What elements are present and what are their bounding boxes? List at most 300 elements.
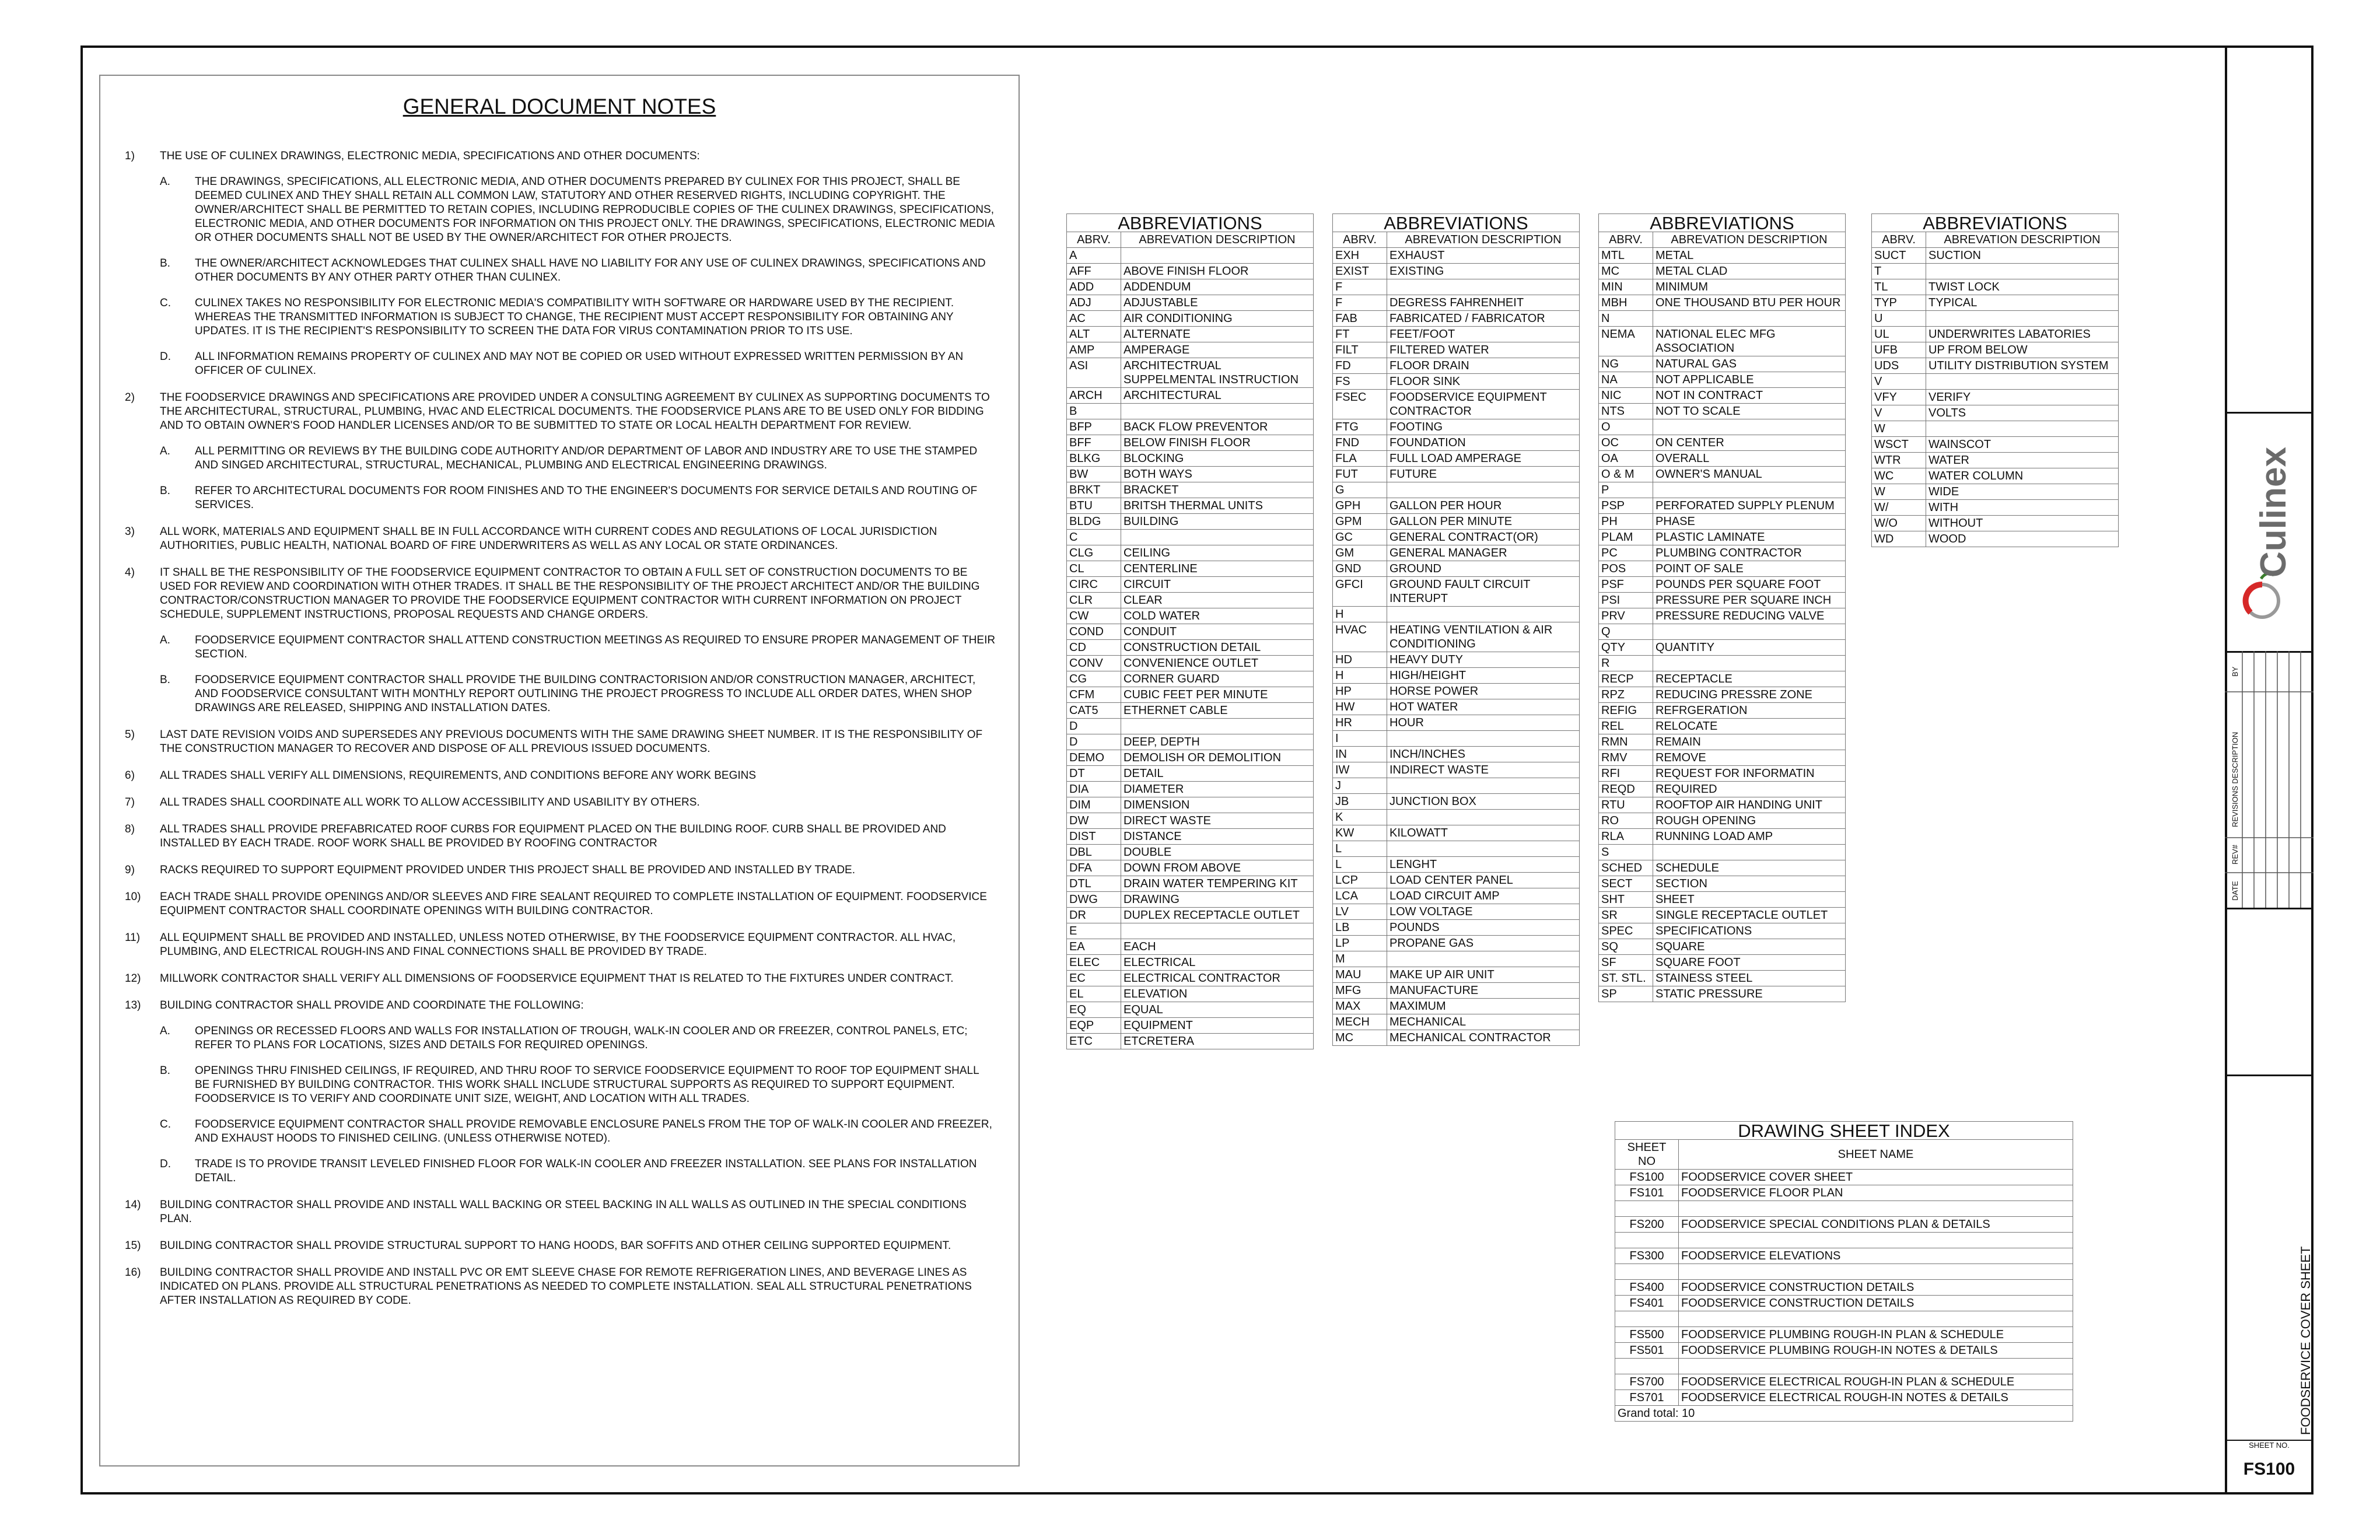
table-row — [1599, 264, 1846, 279]
desc-cell: CORNER GUARD — [1121, 671, 1314, 687]
desc-cell: FILTERED WATER — [1387, 342, 1580, 358]
abbr-cell: UL — [1872, 327, 1926, 342]
table-row — [1599, 467, 1846, 482]
desc-cell: WITHOUT — [1926, 516, 2119, 531]
sheet-number-label: SHEET NO. — [2249, 1441, 2290, 1450]
note-text: ALL EQUIPMENT SHALL BE PROVIDED AND INSTALLED, UNLESS NOTED OTHERWISE, BY THE FOODSERVICE EQUIPMENT CONTRACTOR. ALL HVAC, PLUMBING, AND ELECTRICAL ROUGH-INS AND FINAL CONNECTIONS SHALL BE PROVIDED BY TRADE. — [160, 932, 956, 958]
desc-cell: CEILING — [1121, 545, 1314, 561]
desc-cell: METAL CLAD — [1653, 264, 1846, 279]
abbr-cell: C — [1067, 530, 1121, 545]
abbr-cell: SP — [1599, 986, 1653, 1002]
note-item — [125, 1266, 996, 1308]
table-row — [1599, 279, 1846, 295]
table-row — [1599, 813, 1846, 829]
abbr-cell: V — [1872, 405, 1926, 421]
table-row — [1067, 404, 1314, 419]
table-row — [1599, 782, 1846, 797]
note-text: BUILDING CONTRACTOR SHALL PROVIDE STRUCTURAL SUPPORT TO HANG HOODS, BAR SOFFITS AND OTHER CEILING SUPPORTED EQUIPMENT. — [160, 1240, 951, 1252]
table-row — [1333, 904, 1580, 920]
desc-cell: KILOWATT — [1387, 825, 1580, 841]
table-row — [1067, 624, 1314, 640]
table-row — [1067, 608, 1314, 624]
subitem-letter: D. — [160, 351, 171, 363]
table-row — [1599, 482, 1846, 498]
desc-cell — [1387, 731, 1580, 747]
sheet-no-cell: FS101 — [1615, 1185, 1679, 1201]
sheet-no-cell: FS400 — [1615, 1280, 1679, 1296]
desc-cell: INCH/INCHES — [1387, 747, 1580, 762]
sheet-name-cell: FOODSERVICE PLUMBING ROUGH-IN PLAN & SCHEDULE — [1679, 1327, 2073, 1343]
abbreviations-table-1 — [1066, 214, 1314, 1049]
table-row — [1333, 731, 1580, 747]
abbr-cell: ARCH — [1067, 388, 1121, 404]
table-row — [1599, 986, 1846, 1002]
abbr-cell: P — [1599, 482, 1653, 498]
abbr-cell: SPEC — [1599, 923, 1653, 939]
table-row — [1333, 1030, 1580, 1046]
table-row — [1333, 467, 1580, 482]
desc-cell: WATER COLUMN — [1926, 468, 2119, 484]
desc-cell: POINT OF SALE — [1653, 561, 1846, 577]
desc-cell — [1387, 482, 1580, 498]
table-row — [1067, 435, 1314, 451]
table-row — [1599, 514, 1846, 530]
table-row — [1333, 577, 1580, 607]
desc-cell: MINIMUM — [1653, 279, 1846, 295]
table-row — [1872, 516, 2119, 531]
desc-cell: RUNNING LOAD AMP — [1653, 829, 1846, 845]
abbr-col-header: ABRV. — [1067, 232, 1121, 248]
note-item — [125, 796, 996, 810]
abbr-cell: SUCT — [1872, 248, 1926, 264]
desc-cell: RECEPTACLE — [1653, 671, 1846, 687]
desc-col-header: ABREVATION DESCRIPTION — [1387, 232, 1580, 248]
table-row — [1615, 1374, 2073, 1390]
table-row — [1333, 390, 1580, 419]
table-row — [1872, 390, 2119, 405]
note-item — [125, 972, 996, 986]
desc-cell: OWNER'S MANUAL — [1653, 467, 1846, 482]
desc-cell: NOT IN CONTRACT — [1653, 388, 1846, 404]
table-row — [1067, 876, 1314, 892]
table-row — [1067, 514, 1314, 530]
table-row — [1615, 1201, 2073, 1217]
table-row — [1067, 813, 1314, 829]
abbr-cell: O & M — [1599, 467, 1653, 482]
abbr-cell: LB — [1333, 920, 1387, 936]
abbr-cell: O — [1599, 419, 1653, 435]
abbr-cell: MC — [1599, 264, 1653, 279]
abbr-cell: AMP — [1067, 342, 1121, 358]
sheet-name-cell: FOODSERVICE SPECIAL CONDITIONS PLAN & DETAILS — [1679, 1217, 2073, 1233]
desc-cell — [1926, 264, 2119, 279]
abbr-cell: REQD — [1599, 782, 1653, 797]
table-row — [1615, 1327, 2073, 1343]
note-number: 7) — [125, 796, 135, 808]
desc-cell: SQUARE FOOT — [1653, 955, 1846, 971]
desc-cell: ELECTRICAL CONTRACTOR — [1121, 971, 1314, 986]
desc-cell — [1387, 841, 1580, 857]
desc-cell: DISTANCE — [1121, 829, 1314, 845]
table-row — [1615, 1233, 2073, 1248]
abbr-cell: JB — [1333, 794, 1387, 810]
note-subitem — [160, 634, 996, 662]
note-number: 5) — [125, 729, 135, 741]
note-text: LAST DATE REVISION VOIDS AND SUPERSEDES ANY PREVIOUS DOCUMENTS WITH THE SAME DRAWING SHEET NUMBER. IT IS THE RESPONSIBILITY OF THE CONSTRUCTION MANAGER TO RECOVER AND DISPOSE OF ALL PREVIOUS ISSUED DOCUMENTS. — [160, 729, 983, 755]
table-row — [1067, 342, 1314, 358]
desc-cell: FLOOR DRAIN — [1387, 358, 1580, 374]
desc-cell: ABOVE FINISH FLOOR — [1121, 264, 1314, 279]
abbr-col-header: ABRV. — [1599, 232, 1653, 248]
abbr-cell: RFI — [1599, 766, 1653, 782]
table-row — [1067, 908, 1314, 923]
table-row — [1067, 955, 1314, 971]
table-row — [1067, 829, 1314, 845]
notes-list — [125, 149, 996, 1321]
desc-cell: DRAIN WATER TEMPERING KIT — [1121, 876, 1314, 892]
sheet-no-cell: FS200 — [1615, 1217, 1679, 1233]
subitem-letter: A. — [160, 634, 170, 646]
desc-cell: ELEVATION — [1121, 986, 1314, 1002]
desc-cell: SHEET — [1653, 892, 1846, 908]
abbr-cell: NIC — [1599, 388, 1653, 404]
rev-date-label: DATE — [2231, 881, 2239, 901]
desc-cell: REQUIRED — [1653, 782, 1846, 797]
table-row — [1333, 810, 1580, 825]
subitem-text: THE DRAWINGS, SPECIFICATIONS, ALL ELECTRONIC MEDIA, AND OTHER DOCUMENTS PREPARED BY CULINEX FOR THIS PROJECT, SHALL BE DEEMED CULINEX AND THEY SHALL RETAIN ALL COMMON LAW, STATUTORY AND OTHER RESERVED RIGHTS, INCLUDING COPYRIGHT. THE OWNER/ARCHITECT SHALL BE PERMITTED TO RETAIN COPIES, INCLUDING REPRODUCIBLE COPIES OF THE CULINEX DRAWINGS, SPECIFICATIONS, ELECTRONIC MEDIA, AND OTHER DOCUMENTS FOR INFORMATION ON THIS PROJECT ONLY. THE DRAWINGS, SPECIFICATIONS, ELECTRONIC MEDIA OR OTHER DOCUMENTS SHALL NOT BE USED BY THE OWNER/ARCHITECT FOR OTHER PROJECTS. — [195, 176, 995, 244]
table-row — [1067, 797, 1314, 813]
abbr-cell: CLR — [1067, 593, 1121, 608]
abbr-cell: L — [1333, 857, 1387, 873]
desc-cell: MECHANICAL — [1387, 1014, 1580, 1030]
abbr-cell: MFG — [1333, 983, 1387, 999]
abbr-cell: CAT5 — [1067, 703, 1121, 719]
table-row — [1333, 482, 1580, 498]
table-row — [1067, 545, 1314, 561]
abbr-cell: RLA — [1599, 829, 1653, 845]
abbr-cell: KW — [1333, 825, 1387, 841]
abbr-cell: WSCT — [1872, 437, 1926, 453]
table-row — [1872, 264, 2119, 279]
abbr-cell: SF — [1599, 955, 1653, 971]
abbr-cell: FS — [1333, 374, 1387, 390]
abbr-cell: DWG — [1067, 892, 1121, 908]
abbr-cell: M — [1333, 951, 1387, 967]
sheet-no-cell — [1615, 1264, 1679, 1280]
desc-cell: CONDUIT — [1121, 624, 1314, 640]
desc-cell: GALLON PER MINUTE — [1387, 514, 1580, 530]
desc-cell: CIRCUIT — [1121, 577, 1314, 593]
table-row — [1067, 986, 1314, 1002]
table-row — [1067, 939, 1314, 955]
table-row — [1067, 719, 1314, 734]
abbr-cell: ST. STL. — [1599, 971, 1653, 986]
note-text: BUILDING CONTRACTOR SHALL PROVIDE AND COORDINATE THE FOLLOWING: — [160, 999, 584, 1012]
table-row — [1599, 577, 1846, 593]
table-row — [1333, 747, 1580, 762]
table-row — [1333, 248, 1580, 264]
sheet-name-cell: FOODSERVICE ELEVATIONS — [1679, 1248, 2073, 1264]
subitem-letter: A. — [160, 1025, 170, 1037]
table-row — [1599, 545, 1846, 561]
desc-cell: EACH — [1121, 939, 1314, 955]
abbr-cell: W/ — [1872, 500, 1926, 516]
table-row — [1067, 419, 1314, 435]
abbr-cell: WC — [1872, 468, 1926, 484]
table-row — [1599, 388, 1846, 404]
abbr-cell: DW — [1067, 813, 1121, 829]
desc-cell: UNDERWRITES LABATORIES — [1926, 327, 2119, 342]
sheet-no-cell: FS100 — [1615, 1170, 1679, 1185]
desc-cell: SINGLE RECEPTACLE OUTLET — [1653, 908, 1846, 923]
abbr-cell: SECT — [1599, 876, 1653, 892]
abbr-cell: TL — [1872, 279, 1926, 295]
desc-cell: BUILDING — [1121, 514, 1314, 530]
note-item — [125, 931, 996, 959]
desc-cell: POUNDS PER SQUARE FOOT — [1653, 577, 1846, 593]
desc-cell: TYPICAL — [1926, 295, 2119, 311]
table-row — [1067, 295, 1314, 311]
desc-cell: ROOFTOP AIR HANDING UNIT — [1653, 797, 1846, 813]
desc-cell: BELOW FINISH FLOOR — [1121, 435, 1314, 451]
abbr-cell: PSP — [1599, 498, 1653, 514]
table-row — [1599, 971, 1846, 986]
table-row — [1872, 421, 2119, 437]
desc-cell: GROUND FAULT CIRCUIT INTERUPT — [1387, 577, 1580, 607]
subitem-letter: A. — [160, 176, 170, 188]
desc-cell — [1387, 951, 1580, 967]
note-item — [125, 391, 996, 512]
abbr-cell: PLAM — [1599, 530, 1653, 545]
abbr-cell: DR — [1067, 908, 1121, 923]
abbr-cell: MECH — [1333, 1014, 1387, 1030]
note-number: 9) — [125, 864, 135, 876]
table-row — [1599, 703, 1846, 719]
desc-cell: GALLON PER HOUR — [1387, 498, 1580, 514]
note-number: 16) — [125, 1266, 141, 1279]
abbr-cell: HR — [1333, 715, 1387, 731]
table-row — [1333, 967, 1580, 983]
table-row — [1067, 1018, 1314, 1034]
table-row — [1333, 545, 1580, 561]
abbr-cell: GC — [1333, 530, 1387, 545]
abbr-cell: UFB — [1872, 342, 1926, 358]
desc-cell: JUNCTION BOX — [1387, 794, 1580, 810]
note-text: THE FOODSERVICE DRAWINGS AND SPECIFICATIONS ARE PROVIDED UNDER A CONSULTING AGREEMENT BY CULINEX AS SUPPORTING DOCUMENTS TO THE ARCHITECTURAL, STRUCTURAL, PLUMBING, HVAC AND ELECTRICAL DOCUMENTS. THE FOODSERVICE PLANS ARE TO BE USED ONLY FOR BIDDING AND TO OBTAIN OWNER'S FOOD HANDLER LICENSES AND/OR TO BE SUBMITTED TO STATE OR LOCAL HEALTH DEPARTMENT FOR REVIEW. — [160, 391, 990, 432]
desc-cell: AIR CONDITIONING — [1121, 311, 1314, 327]
table-row — [1067, 656, 1314, 671]
desc-cell: HOUR — [1387, 715, 1580, 731]
table-row — [1333, 762, 1580, 778]
desc-cell: REDUCING PRESSRE ZONE — [1653, 687, 1846, 703]
subitem-text: OPENINGS THRU FINISHED CEILINGS, IF REQUIRED, AND THRU ROOF TO SERVICE FOODSERVICE EQUIPMENT TO ROOF TOP EQUIPMENT SHALL BE FURNISHED BY BUILDING CONTRACTOR. THIS WORK SHALL INCLUDE STRUCTURAL SUPPORTS AS REQUIRED TO SUPPORT EQUIPMENT. FOODSERVICE IS TO VERIFY AND COORDINATE UNIT SIZE, WEIGHT, AND LOCATION WITH ALL TRADES. — [195, 1065, 979, 1105]
note-subitem — [160, 257, 996, 285]
abbr-cell: REFIG — [1599, 703, 1653, 719]
table-row — [1067, 687, 1314, 703]
desc-cell: MANUFACTURE — [1387, 983, 1580, 999]
desc-cell: WOOD — [1926, 531, 2119, 547]
table-row — [1067, 703, 1314, 719]
subitem-text: ALL PERMITTING OR REVIEWS BY THE BUILDING CODE AUTHORITY AND/OR DEPARTMENT OF LABOR AND INDUSTRY ARE TO USE THE STAMPED AND SINGED ARCHITECTURAL, STRUCTURAL, MECHANICAL, PLUMBING AND ELECTRICAL ENGINEERING DRAWINGS. — [195, 445, 978, 471]
note-subitem — [160, 1064, 996, 1106]
note-number: 8) — [125, 823, 135, 835]
table-row — [1599, 640, 1846, 656]
abbr-cell: FAB — [1333, 311, 1387, 327]
abbr-cell: OA — [1599, 451, 1653, 467]
desc-cell: PROPANE GAS — [1387, 936, 1580, 951]
abbr-cell: EQP — [1067, 1018, 1121, 1034]
desc-cell: HORSE POWER — [1387, 684, 1580, 699]
table-row — [1872, 279, 2119, 295]
table-row — [1872, 500, 2119, 516]
sheet-title: FOODSERVICE COVER SHEET — [2298, 1246, 2313, 1435]
desc-cell: INDIRECT WASTE — [1387, 762, 1580, 778]
table-row — [1067, 451, 1314, 467]
desc-cell: PHASE — [1653, 514, 1846, 530]
table-row — [1067, 782, 1314, 797]
note-item — [125, 1198, 996, 1226]
desc-cell: BOTH WAYS — [1121, 467, 1314, 482]
abbr-cell: I — [1333, 731, 1387, 747]
grand-total: Grand total: 10 — [1615, 1406, 2073, 1422]
abbr-cell: OC — [1599, 435, 1653, 451]
abbr-cell: FND — [1333, 435, 1387, 451]
abbr-cell: AC — [1067, 311, 1121, 327]
table-row — [1333, 498, 1580, 514]
desc-cell: BRITSH THERMAL UNITS — [1121, 498, 1314, 514]
abbr-cell: W — [1872, 484, 1926, 500]
sheet-no-cell: FS700 — [1615, 1374, 1679, 1390]
desc-cell: PLUMBING CONTRACTOR — [1653, 545, 1846, 561]
table-row — [1615, 1311, 2073, 1327]
abbr-cell: VFY — [1872, 390, 1926, 405]
note-number: 10) — [125, 891, 141, 903]
abbr-cell: A — [1067, 248, 1121, 264]
subitem-text: TRADE IS TO PROVIDE TRANSIT LEVELED FINISHED FLOOR FOR WALK-IN COOLER AND FREEZER INSTALLATION. SEE PLANS FOR INSTALLATION DETAIL. — [195, 1158, 977, 1184]
desc-cell: BRACKET — [1121, 482, 1314, 498]
note-item — [125, 566, 996, 715]
subitem-text: OPENINGS OR RECESSED FLOORS AND WALLS FOR INSTALLATION OF TROUGH, WALK-IN COOLER AND OR FREEZER, CONTROL PANELS, ETC; REFER TO PLANS FOR LOCATIONS, SIZES AND DETAILS FOR REQUIRED OPENINGS. — [195, 1025, 968, 1051]
titleblock-rule — [2225, 412, 2314, 414]
desc-cell: FUTURE — [1387, 467, 1580, 482]
note-subitem — [160, 484, 996, 512]
abbr-cell: G — [1333, 482, 1387, 498]
note-subitem — [160, 1024, 996, 1052]
abbr-cell: IW — [1333, 762, 1387, 778]
desc-cell — [1926, 374, 2119, 390]
desc-cell: REFRGERATION — [1653, 703, 1846, 719]
abbr-cell: BLKG — [1067, 451, 1121, 467]
abbr-cell: CG — [1067, 671, 1121, 687]
note-number: 15) — [125, 1240, 141, 1252]
table-row — [1599, 734, 1846, 750]
abbr-cell: BW — [1067, 467, 1121, 482]
table-row — [1333, 607, 1580, 622]
abbr-cell: LCP — [1333, 873, 1387, 888]
table-row — [1067, 971, 1314, 986]
note-subitem — [160, 296, 996, 338]
table-row — [1333, 264, 1580, 279]
desc-cell — [1387, 279, 1580, 295]
desc-cell: REMOVE — [1653, 750, 1846, 766]
table-row — [1615, 1359, 2073, 1374]
abbr-cell: E — [1067, 923, 1121, 939]
note-number: 13) — [125, 999, 141, 1012]
desc-cell: WITH — [1926, 500, 2119, 516]
table-row — [1615, 1296, 2073, 1311]
note-item — [125, 525, 996, 553]
desc-cell — [1121, 923, 1314, 939]
table-row — [1333, 435, 1580, 451]
table-row — [1872, 374, 2119, 390]
abbreviations-title: ABBREVIATIONS — [1333, 214, 1580, 232]
abbr-cell: Q — [1599, 624, 1653, 640]
table-row — [1333, 825, 1580, 841]
subitem-letter: D. — [160, 1158, 171, 1170]
subitem-text: CULINEX TAKES NO RESPONSIBILITY FOR ELECTRONIC MEDIA'S COMPATIBILITY WITH SOFTWARE OR HARDWARE USED BY THE RECIPIENT. WHEREAS THE TRANSMITTED INFORMATION IS SUBJECT TO CHANGE, THE RECIPIENT MUST ACCEPT RESPONSIBILITY FOR OBTAINING ANY UPDATES. IT IS THE RECIPIENT'S RESPONSIBILITY TO SCREEN THE DATA FOR VIRUS CONTAMINATION PRIOR TO ITS USE. — [195, 297, 954, 337]
desc-cell: DUPLEX RECEPTACLE OUTLET — [1121, 908, 1314, 923]
table-row — [1067, 358, 1314, 388]
note-number: 11) — [125, 932, 141, 944]
rev-description-label: REVISIONS DESCRIPTION — [2231, 732, 2239, 827]
abbr-cell: BFF — [1067, 435, 1121, 451]
subitem-text: FOODSERVICE EQUIPMENT CONTRACTOR SHALL PROVIDE THE BUILDING CONTRACTORISION AND/OR CONSTRUCTION MANAGER, ARCHITECT, AND FOODSERVICE CONSULTANT WITH MONTHLY REPORT OUTLINING THE PROJECT PROGRESS TO INCLUDE ALL ORDER DATES, WHEN SHOP DRAWINGS ARE RELEASED, SHIPPING AND INSTALLATION DATES. — [195, 674, 976, 714]
abbr-cell: HVAC — [1333, 622, 1387, 652]
abbr-cell: HD — [1333, 652, 1387, 668]
table-row — [1333, 888, 1580, 904]
note-number: 14) — [125, 1199, 141, 1211]
sheet-no-cell — [1615, 1201, 1679, 1217]
abbr-cell: DFA — [1067, 860, 1121, 876]
abbr-cell: W — [1872, 421, 1926, 437]
note-subitem — [160, 1157, 996, 1185]
sheet-no-cell — [1615, 1233, 1679, 1248]
desc-cell — [1121, 719, 1314, 734]
desc-cell: SQUARE — [1653, 939, 1846, 955]
abbr-cell: FILT — [1333, 342, 1387, 358]
desc-cell: VERIFY — [1926, 390, 2119, 405]
abbr-cell: NEMA — [1599, 327, 1653, 356]
table-row — [1599, 372, 1846, 388]
desc-cell — [1926, 311, 2119, 327]
desc-cell: ALTERNATE — [1121, 327, 1314, 342]
desc-cell: REMAIN — [1653, 734, 1846, 750]
abbr-cell: LCA — [1333, 888, 1387, 904]
abbr-cell: HW — [1333, 699, 1387, 715]
abbr-cell: WD — [1872, 531, 1926, 547]
desc-cell: ARCHITECTRUAL SUPPELMENTAL INSTRUCTION — [1121, 358, 1314, 388]
table-row — [1599, 687, 1846, 703]
table-row — [1333, 358, 1580, 374]
desc-cell: RELOCATE — [1653, 719, 1846, 734]
desc-cell: PRESSURE PER SQUARE INCH — [1653, 593, 1846, 608]
abbreviations-table-4 — [1871, 214, 2119, 547]
desc-cell: ON CENTER — [1653, 435, 1846, 451]
table-row — [1067, 577, 1314, 593]
abbr-cell: RMV — [1599, 750, 1653, 766]
sheet-name-cell: FOODSERVICE CONSTRUCTION DETAILS — [1679, 1280, 2073, 1296]
desc-cell: NOT TO SCALE — [1653, 404, 1846, 419]
abbreviations-title: ABBREVIATIONS — [1872, 214, 2119, 232]
table-row — [1599, 766, 1846, 782]
table-row — [1333, 374, 1580, 390]
desc-cell — [1653, 624, 1846, 640]
abbr-cell: CLG — [1067, 545, 1121, 561]
table-row — [1599, 908, 1846, 923]
abbr-cell: U — [1872, 311, 1926, 327]
desc-cell: OVERALL — [1653, 451, 1846, 467]
table-row — [1333, 622, 1580, 652]
